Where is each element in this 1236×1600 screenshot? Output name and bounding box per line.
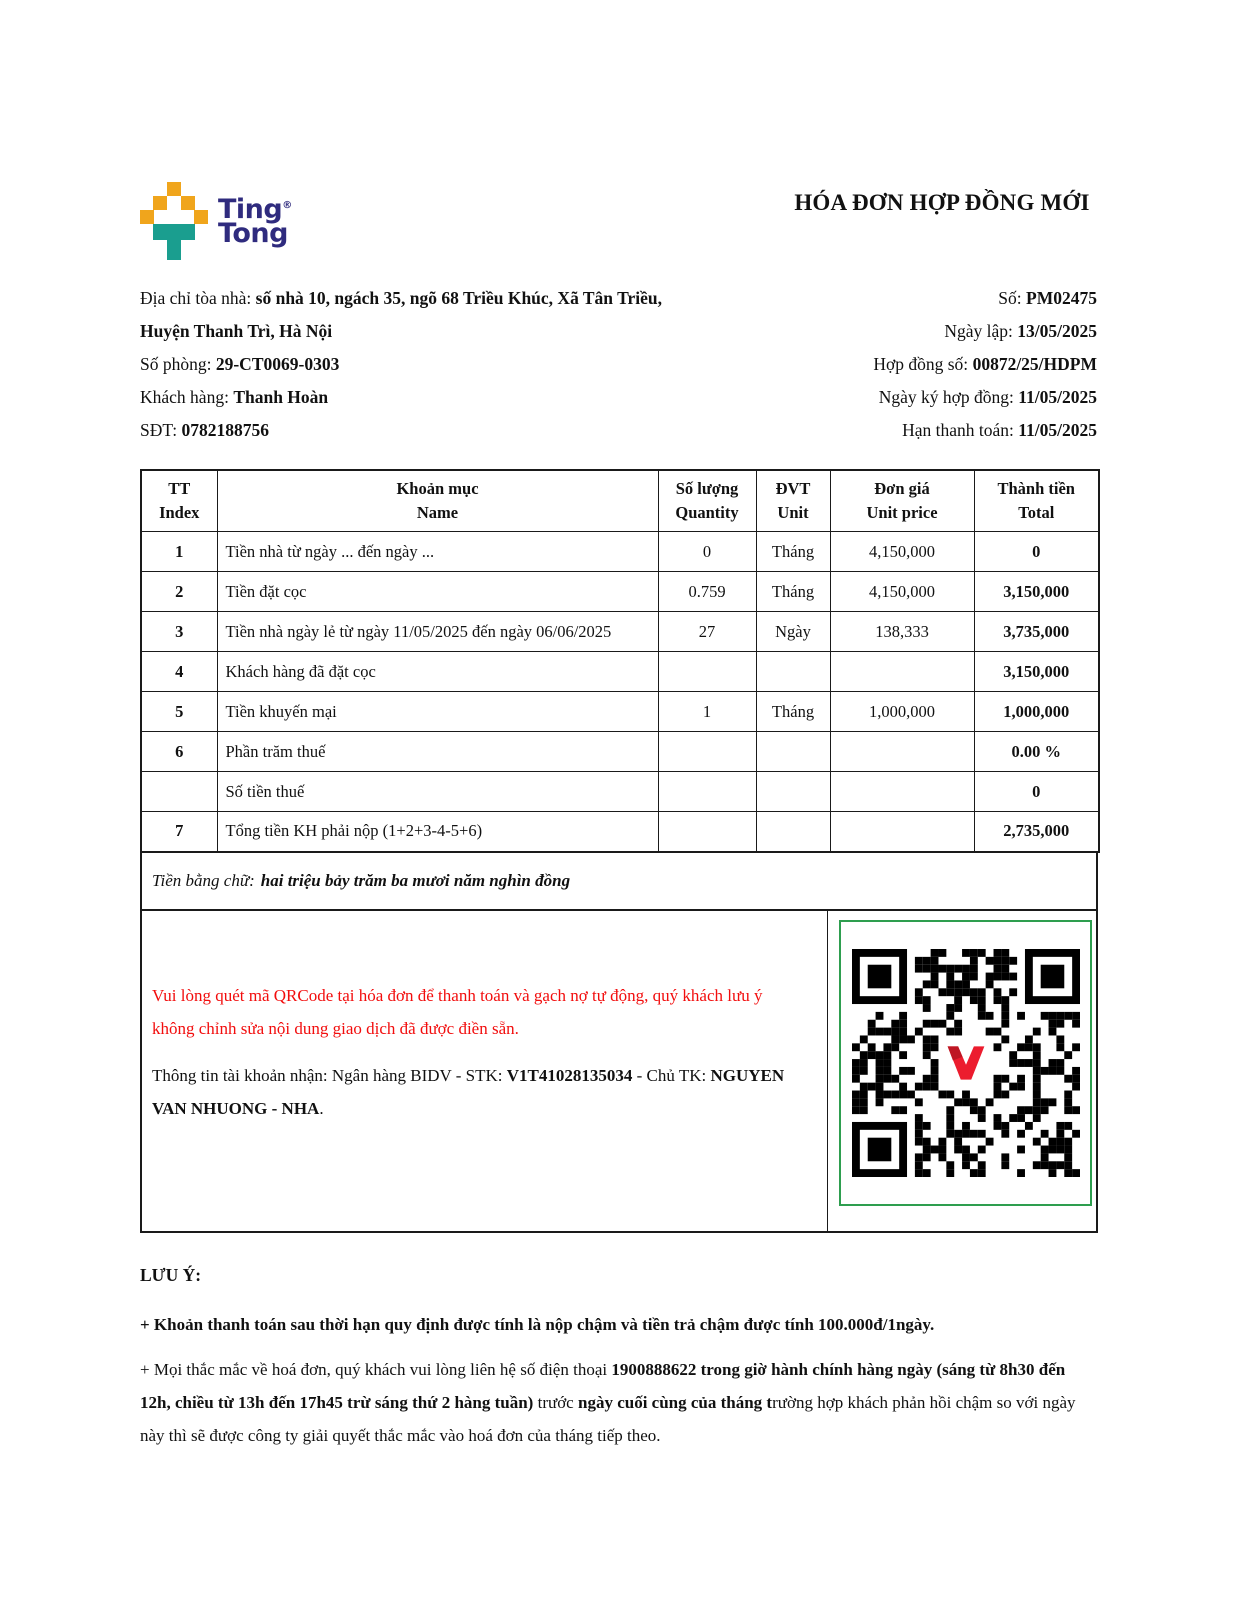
logo-pixel (167, 240, 181, 260)
amount-in-words-value: hai triệu bảy trăm ba mươi năm nghìn đồng (260, 870, 571, 890)
col-index: TT Index (141, 470, 217, 532)
customer-name-line (140, 381, 712, 414)
table-row (141, 612, 1099, 652)
payment-due-value: 11/05/2025 (1018, 420, 1097, 440)
cell-quantity: 0 (658, 532, 756, 572)
cell-total: 3,735,000 (974, 612, 1099, 652)
cell-index: 3 (141, 612, 217, 652)
cell-index: 1 (141, 532, 217, 572)
table-row (141, 732, 1099, 772)
table-row (141, 652, 1099, 692)
cell-name: Tổng tiền KH phải nộp (1+2+3-4-5+6) (217, 812, 658, 852)
cell-total: 0.00 % (974, 732, 1099, 772)
issue-date-label: Ngày lập: (944, 321, 1018, 341)
cell-total: 0 (974, 772, 1099, 812)
invoice-info (140, 282, 1097, 447)
cell-price (830, 732, 974, 772)
cell-price: 4,150,000 (830, 532, 974, 572)
cell-total: 3,150,000 (974, 572, 1099, 612)
amount-in-words-label: Tiền bằng chữ: (152, 870, 255, 890)
cell-name: Tiền đặt cọc (217, 572, 658, 612)
cell-price (830, 652, 974, 692)
account-holder: NGUYEN VAN NHUONG - NHA (152, 1065, 785, 1118)
issue-date-line (767, 315, 1097, 348)
table-row (141, 692, 1099, 732)
cell-index: 6 (141, 732, 217, 772)
cell-unit: Ngày (756, 612, 830, 652)
account-text-segment: . (319, 1098, 324, 1118)
cell-index: 7 (141, 812, 217, 852)
cell-name: Số tiền thuế (217, 772, 658, 812)
invoice-meta (767, 282, 1097, 447)
phone-value: 0782188756 (181, 420, 269, 440)
table-row (141, 572, 1099, 612)
cell-unit (756, 772, 830, 812)
qr-code-frame (839, 920, 1092, 1206)
invoice-items-table (140, 469, 1100, 853)
table-row (141, 812, 1099, 852)
cell-name: Tiền nhà ngày lẻ từ ngày 11/05/2025 đến ngày 06/06/2025 (217, 612, 658, 652)
cell-total: 1,000,000 (974, 692, 1099, 732)
cell-price: 1,000,000 (830, 692, 974, 732)
vietqr-v-icon (942, 1041, 990, 1085)
col-unit-price: Đơn giá Unit price (830, 470, 974, 532)
account-number: V1T41028135034 (506, 1065, 633, 1085)
cell-index: 5 (141, 692, 217, 732)
invoice-number-line (767, 282, 1097, 315)
cell-quantity (658, 772, 756, 812)
cell-name: Tiền khuyến mại (217, 692, 658, 732)
issue-date-value: 13/05/2025 (1017, 321, 1097, 341)
payment-instructions (142, 911, 828, 1231)
deadline-emphasis: ngày cuối cùng của tháng t (577, 1392, 773, 1412)
cell-quantity: 1 (658, 692, 756, 732)
cell-name: Phần trăm thuế (217, 732, 658, 772)
cell-unit (756, 652, 830, 692)
col-unit: ĐVT Unit (756, 470, 830, 532)
cell-total: 2,735,000 (974, 812, 1099, 852)
account-text-segment: - Chủ TK: (632, 1065, 711, 1085)
col-name: Khoản mục Name (217, 470, 658, 532)
cell-price (830, 772, 974, 812)
cell-index: 4 (141, 652, 217, 692)
qr-cell (828, 911, 1096, 1231)
payment-section (140, 911, 1098, 1233)
logo-pixel (140, 210, 154, 224)
cell-unit: Tháng (756, 532, 830, 572)
cell-name: Tiền nhà từ ngày ... đến ngày ... (217, 532, 658, 572)
support-note-segment: trước (533, 1392, 578, 1412)
contract-sign-date-line (767, 381, 1097, 414)
table-row (141, 532, 1099, 572)
contract-sign-date-label: Ngày ký hợp đồng: (878, 387, 1019, 407)
customer-name-label: Khách hàng: (140, 387, 234, 407)
cell-index (141, 772, 217, 812)
hotline-number: 1900888622 trong giờ hành chính hàng ngày (sáng từ 8h30 đến 12h, chiều từ 13h đến 17h45 trừ sáng thứ 2 hàng tuần) (140, 1359, 1066, 1412)
support-note-segment: rường hợp khách phản hồi chậm so với ngày này thì sẽ được công ty giải quyết thắc mắc vào hoá đơn của tháng tiếp theo. (140, 1392, 1076, 1445)
cell-name: Khách hàng đã đặt cọc (217, 652, 658, 692)
cell-price (830, 812, 974, 852)
cell-total: 3,150,000 (974, 652, 1099, 692)
qr-code (852, 949, 1080, 1177)
contract-number-line (767, 348, 1097, 381)
cell-unit: Tháng (756, 572, 830, 612)
registered-mark: ® (282, 200, 292, 211)
invoice-number-value: PM02475 (1026, 288, 1097, 308)
notes-heading: LƯU Ý: (140, 1264, 202, 1285)
invoice-title: HÓA ĐƠN HỢP ĐỒNG MỚI (794, 190, 1090, 215)
wordmark-line2: Tong (218, 218, 288, 249)
col-quantity: Số lượng Quantity (658, 470, 756, 532)
wordmark-line1: Ting (218, 194, 283, 225)
notes-section (140, 1259, 1098, 1452)
logo-pixel (194, 210, 208, 224)
qr-warning-text: Vui lòng quét mã QRCode tại hóa đơn để thanh toán và gạch nợ tự động, quý khách lưu ý không chỉnh sửa nội dung giao dịch đã được điền sẵn. (152, 985, 763, 1038)
cell-unit (756, 812, 830, 852)
cell-index: 2 (141, 572, 217, 612)
phone-line (140, 414, 712, 447)
room-number-value: 29-CT0069-0303 (215, 354, 340, 374)
payment-due-line (767, 414, 1097, 447)
cell-unit (756, 732, 830, 772)
tingtong-wordmark (218, 182, 292, 249)
cell-quantity (658, 812, 756, 852)
contract-number-value: 00872/25/HDPM (972, 354, 1097, 374)
amount-in-words-row (140, 853, 1098, 911)
cell-price: 4,150,000 (830, 572, 974, 612)
cell-quantity (658, 652, 756, 692)
contract-sign-date-value: 11/05/2025 (1018, 387, 1097, 407)
invoice-header (140, 182, 1097, 270)
payment-due-label: Hạn thanh toán: (902, 420, 1019, 440)
logo-pixel (153, 224, 195, 240)
room-number-label: Số phòng: (140, 354, 216, 374)
customer-name-value: Thanh Hoàn (233, 387, 329, 407)
table-row (141, 772, 1099, 812)
contract-number-label: Hợp đồng số: (873, 354, 973, 374)
cell-total: 0 (974, 532, 1099, 572)
building-address-label: Địa chỉ tòa nhà: (140, 288, 256, 308)
customer-info (140, 282, 712, 447)
tingtong-logo-icon (140, 182, 208, 260)
cell-unit: Tháng (756, 692, 830, 732)
logo-pixel (167, 182, 181, 196)
logo-pixel (153, 196, 167, 210)
room-number-line (140, 348, 712, 381)
cell-quantity (658, 732, 756, 772)
support-note (140, 1353, 1098, 1452)
cell-quantity: 0.759 (658, 572, 756, 612)
building-address-line (140, 282, 712, 348)
table-header (141, 470, 1099, 532)
logo-pixel (181, 196, 195, 210)
cell-price: 138,333 (830, 612, 974, 652)
bank-account-text (152, 1059, 809, 1125)
late-payment-note: + Khoản thanh toán sau thời hạn quy định được tính là nộp chậm và tiền trả chậm được tính 100.000đ/1ngày. (140, 1314, 935, 1334)
support-note-segment: + Mọi thắc mắc về hoá đơn, quý khách vui lòng liên hệ số điện thoại (140, 1359, 612, 1379)
col-total: Thành tiền Total (974, 470, 1099, 532)
phone-label: SĐT: (140, 420, 182, 440)
building-address-value: số nhà 10, ngách 35, ngõ 68 Triều Khúc, Xã Tân Triều, Huyện Thanh Trì, Hà Nội (140, 288, 662, 341)
account-text-segment: Thông tin tài khoản nhận: Ngân hàng BIDV - STK: (152, 1065, 507, 1085)
cell-quantity: 27 (658, 612, 756, 652)
invoice-number-label: Số: (998, 288, 1027, 308)
